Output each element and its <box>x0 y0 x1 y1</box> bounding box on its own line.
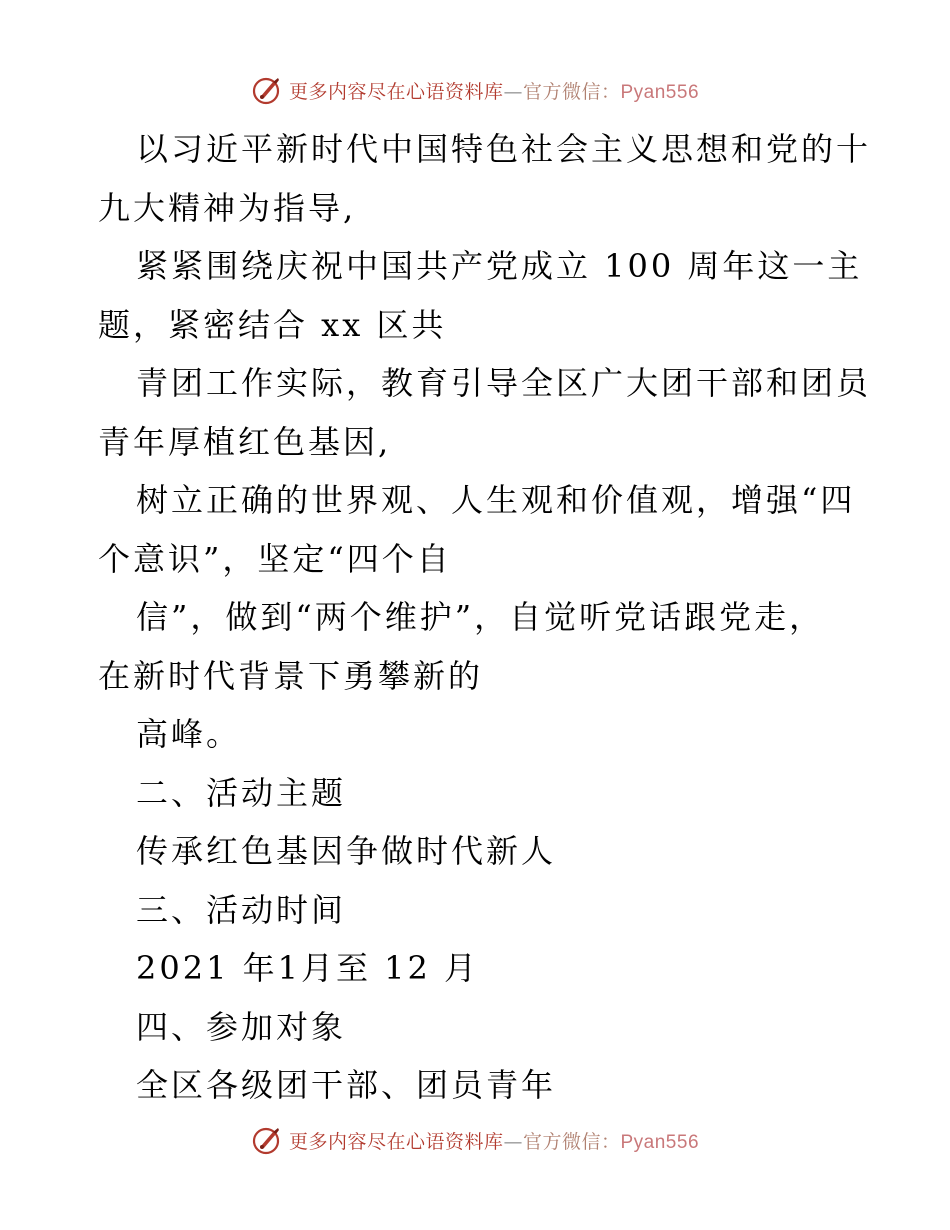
text-line: 信”，做到“两个维护”，自觉听党话跟党走， <box>136 598 825 636</box>
watermark-dash: — <box>503 80 523 103</box>
watermark-brand: 更多内容尽在心语资料库 <box>288 80 504 103</box>
section-heading: 四、参加对象 <box>136 1007 347 1046</box>
text-line: 传承红色基因争做时代新人 <box>136 832 557 870</box>
text-line: 紧紧围绕庆祝中国共产党成立 100 周年这一主 <box>136 247 863 285</box>
text-line: 以习近平新时代中国特色社会主义思想和党的十 <box>136 130 872 168</box>
text-line: 青年厚植红色基因, <box>98 422 392 461</box>
text-line: 个意识”，坚定“四个自 <box>98 539 452 578</box>
text-line: 全区各级团干部、团员青年 <box>136 1066 557 1104</box>
text-line: 树立正确的世界观、人生观和价值观，增强“四 <box>136 481 856 519</box>
watermark-text <box>289 77 699 104</box>
header-watermark <box>0 70 950 110</box>
watermark-brand: 更多内容尽在心语资料库 <box>288 1130 504 1153</box>
footer-watermark <box>0 1120 950 1160</box>
text-line: 青团工作实际，教育引导全区广大团干部和团员 <box>136 364 872 402</box>
watermark-wechat-id: Pyan556 <box>620 1131 700 1153</box>
watermark-official: 官方微信： <box>522 1130 621 1153</box>
text-line: 在新时代背景下勇攀新的 <box>98 656 484 695</box>
watermark-official: 官方微信： <box>522 80 621 103</box>
text-line: 题，紧密结合 xx 区共 <box>98 305 447 344</box>
text-line: 高峰。 <box>136 715 242 753</box>
watermark-wechat-id: Pyan556 <box>620 81 700 103</box>
quill-circle-icon <box>251 1124 283 1156</box>
text-line: 2021 年1月至 12 月 <box>136 949 480 987</box>
section-heading: 二、活动主题 <box>136 773 347 812</box>
text-line: 九大精神为指导, <box>98 188 357 227</box>
watermark-text <box>289 1127 699 1154</box>
document-body <box>98 120 872 1115</box>
section-heading: 三、活动时间 <box>136 890 347 929</box>
quill-circle-icon <box>251 74 283 106</box>
watermark-dash: — <box>503 1130 523 1153</box>
